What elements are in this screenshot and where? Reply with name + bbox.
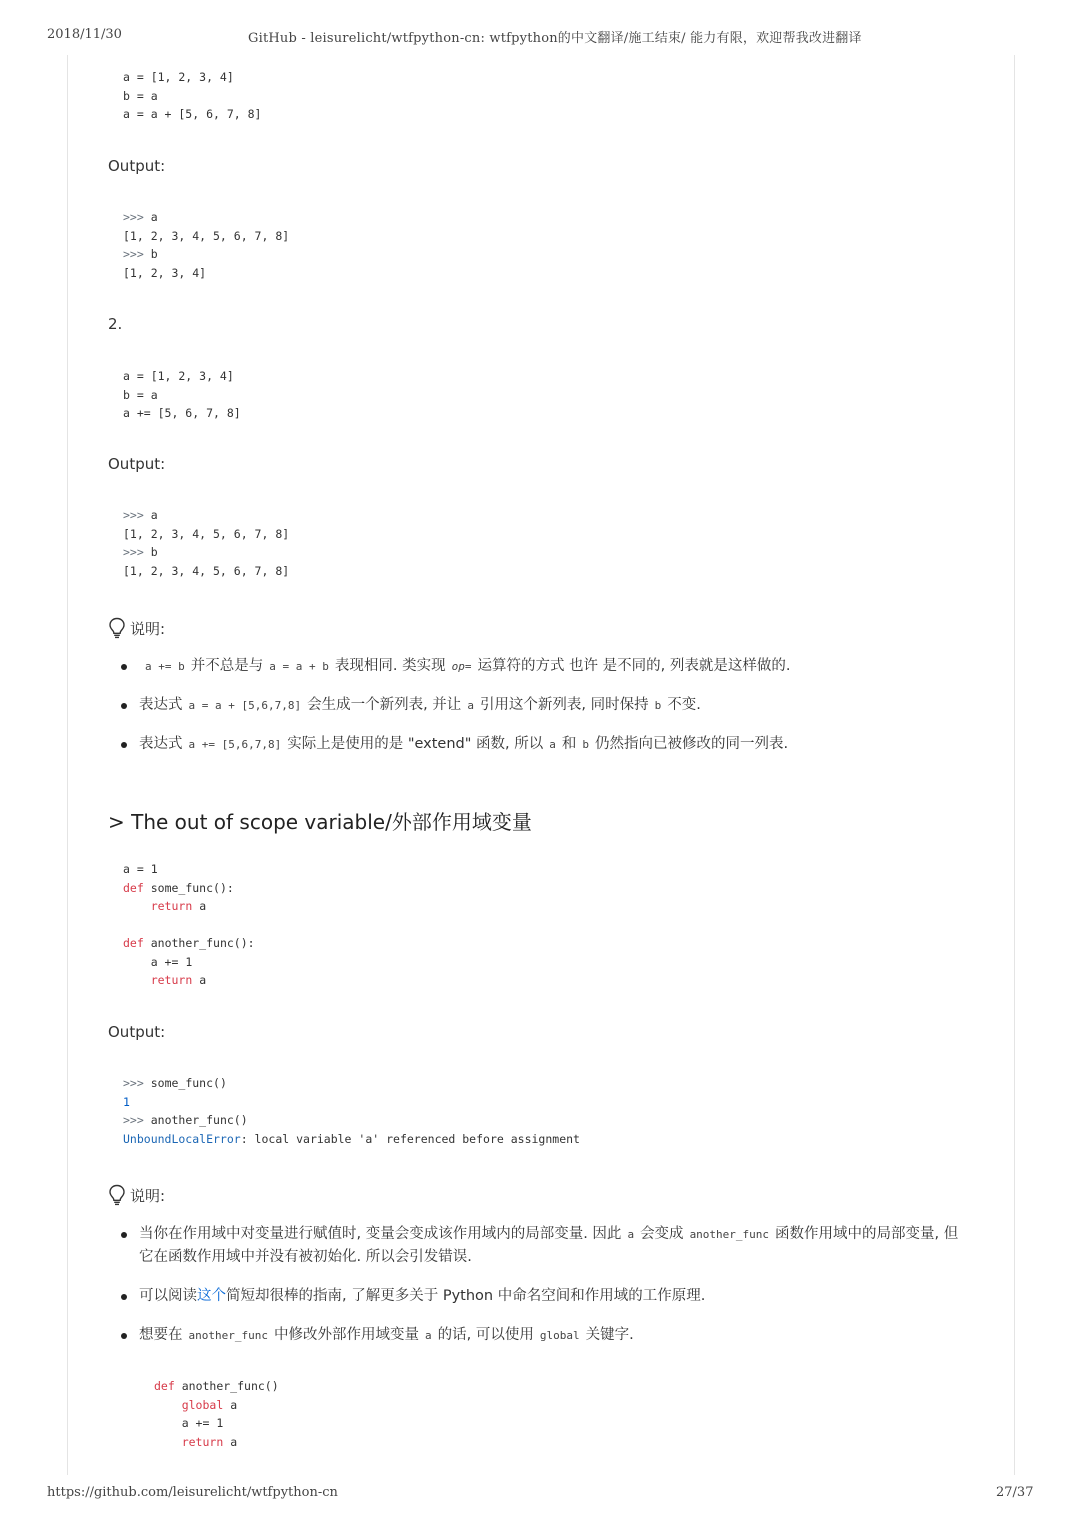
inline-code: a += b bbox=[145, 660, 185, 673]
output-block bbox=[123, 506, 289, 580]
section-heading: > The out of scope variable/外部作用域变量 bbox=[108, 810, 532, 834]
code-line: a += 1 bbox=[150, 954, 193, 969]
text: 关键字. bbox=[585, 1327, 634, 1343]
code-line: a += [5, 6, 7, 8] bbox=[123, 406, 241, 420]
inline-code: b bbox=[654, 699, 662, 712]
text: 想要在 bbox=[139, 1327, 183, 1343]
code-line: another_func(): bbox=[150, 936, 255, 950]
print-footer-url: https://github.com/leisurelicht/wtfpython-cn bbox=[47, 1485, 338, 1500]
text: 并不总是与 bbox=[190, 658, 264, 674]
inline-code: b bbox=[582, 738, 589, 751]
code-line: a = 1 bbox=[123, 862, 158, 876]
repl-prompt: >>> bbox=[123, 1113, 144, 1127]
text: 的话, 可以使用 bbox=[437, 1327, 534, 1343]
inline-code: global bbox=[539, 1329, 580, 1342]
inline-code: a = a + [5,6,7,8] bbox=[188, 699, 302, 712]
code-token: a bbox=[199, 899, 207, 913]
code-block bbox=[154, 1377, 279, 1451]
guide-link[interactable]: 这个 bbox=[197, 1288, 226, 1304]
text: 表达式 bbox=[139, 697, 183, 713]
repl-output: [1, 2, 3, 4, 5, 6, 7, 8] bbox=[123, 526, 290, 541]
text: 中修改外部作用域变量 bbox=[273, 1327, 419, 1343]
list-item bbox=[120, 1324, 970, 1347]
keyword: return bbox=[150, 973, 193, 987]
text: 可以阅读 bbox=[139, 1288, 197, 1304]
list-item bbox=[120, 694, 990, 717]
text: 仍然指向已被修改的同一列表. bbox=[595, 736, 789, 752]
text: 不变. bbox=[667, 697, 701, 713]
error-class: UnboundLocalError bbox=[123, 1131, 241, 1146]
explanation-list bbox=[120, 655, 990, 756]
keyword: def bbox=[123, 880, 144, 895]
list-item bbox=[120, 655, 990, 678]
code-line: b = a bbox=[123, 88, 158, 103]
repl-input: some_func() bbox=[150, 1076, 227, 1090]
explanation-label: 说明: bbox=[130, 619, 166, 638]
code-line: a = [1, 2, 3, 4] bbox=[123, 70, 234, 84]
text: 会变成 bbox=[640, 1226, 684, 1242]
output-label: Output: bbox=[108, 455, 166, 473]
error-message: : local variable 'a' referenced before assignment bbox=[240, 1131, 580, 1146]
text: 当你在作用域中对变量进行赋值时, 变量会变成该作用域内的局部变量. 因此 bbox=[139, 1226, 622, 1242]
text: 和 bbox=[561, 736, 577, 752]
list-item bbox=[120, 1223, 970, 1269]
code-block bbox=[123, 367, 241, 423]
repl-prompt: >>> bbox=[123, 1076, 144, 1090]
code-token: a bbox=[230, 1434, 238, 1449]
print-header-date: 2018/11/30 bbox=[47, 27, 122, 42]
inline-code: a = a + b bbox=[269, 660, 329, 673]
output-block bbox=[123, 208, 289, 282]
inline-code: another_func bbox=[689, 1228, 770, 1241]
lightbulb-icon bbox=[108, 1184, 126, 1206]
code-block bbox=[123, 860, 255, 990]
code-block bbox=[123, 68, 261, 124]
code-token: a bbox=[230, 1397, 238, 1412]
output-label: Output: bbox=[108, 1023, 166, 1041]
list-number: 2. bbox=[108, 315, 123, 333]
explanation-heading bbox=[108, 1184, 165, 1206]
repl-prompt: >>> bbox=[123, 210, 144, 224]
text: 简短却很棒的指南, 了解更多关于 Python 中命名空间和作用域的工作原理. bbox=[226, 1288, 706, 1304]
repl-prompt: >>> bbox=[123, 545, 144, 559]
keyword: return bbox=[181, 1434, 224, 1449]
print-footer-page-number: 27/37 bbox=[996, 1485, 1034, 1500]
code-line: some_func(): bbox=[150, 880, 234, 895]
inline-code: another_func bbox=[188, 1329, 268, 1342]
keyword: def bbox=[123, 936, 144, 950]
text: 表达式 bbox=[139, 736, 183, 752]
repl-input: a bbox=[150, 508, 158, 522]
code-line: a += 1 bbox=[181, 1416, 224, 1430]
list-item bbox=[120, 1285, 970, 1308]
code-line: b = a bbox=[123, 387, 158, 402]
repl-output: [1, 2, 3, 4] bbox=[123, 265, 207, 280]
code-line: another_func() bbox=[181, 1379, 279, 1393]
text: 表现相同. 类实现 bbox=[334, 658, 446, 674]
print-header-title: GitHub - leisurelicht/wtfpython-cn: wtfpython的中文翻译/施工结束/ 能力有限，欢迎帮我改进翻译 bbox=[248, 31, 862, 46]
inline-code: a += [5,6,7,8] bbox=[188, 738, 282, 751]
repl-output: [1, 2, 3, 4, 5, 6, 7, 8] bbox=[123, 228, 290, 243]
repl-output: [1, 2, 3, 4, 5, 6, 7, 8] bbox=[123, 563, 290, 578]
inline-code: a bbox=[549, 738, 556, 751]
text: 函数作用域中的局部变量, 但它在函数作用域中并没有被初始化. 所以会引发错误. bbox=[139, 1226, 959, 1265]
lightbulb-icon bbox=[108, 617, 126, 639]
inline-code: a bbox=[467, 699, 474, 712]
code-token: a bbox=[199, 973, 207, 987]
code-line: a = a + [5, 6, 7, 8] bbox=[123, 107, 262, 121]
explanation-label: 说明: bbox=[130, 1186, 166, 1205]
repl-input: b bbox=[150, 247, 158, 261]
text: 引用这个新列表, 同时保持 bbox=[479, 697, 649, 713]
keyword: return bbox=[150, 899, 193, 913]
text: 实际上是使用的是 "extend" 函数, 所以 bbox=[287, 736, 544, 752]
code-line: a = [1, 2, 3, 4] bbox=[123, 369, 234, 383]
explanation-heading bbox=[108, 617, 165, 639]
inline-code: a bbox=[627, 1228, 635, 1241]
repl-prompt: >>> bbox=[123, 508, 144, 522]
output-label: Output: bbox=[108, 157, 166, 175]
repl-input: another_func() bbox=[150, 1113, 248, 1127]
inline-code: op= bbox=[451, 660, 472, 673]
repl-input: b bbox=[150, 545, 158, 559]
explanation-list bbox=[120, 1223, 970, 1347]
keyword: global bbox=[181, 1397, 224, 1412]
text: 会生成一个新列表, 并让 bbox=[307, 697, 462, 713]
list-item bbox=[120, 733, 990, 756]
keyword: def bbox=[154, 1379, 175, 1393]
output-block bbox=[123, 1074, 580, 1148]
inline-code: a bbox=[424, 1329, 432, 1342]
repl-output: 1 bbox=[123, 1094, 130, 1109]
text: 运算符的方式 也许 是不同的, 列表就是这样做的. bbox=[477, 658, 791, 674]
repl-prompt: >>> bbox=[123, 247, 144, 261]
repl-input: a bbox=[150, 210, 158, 224]
